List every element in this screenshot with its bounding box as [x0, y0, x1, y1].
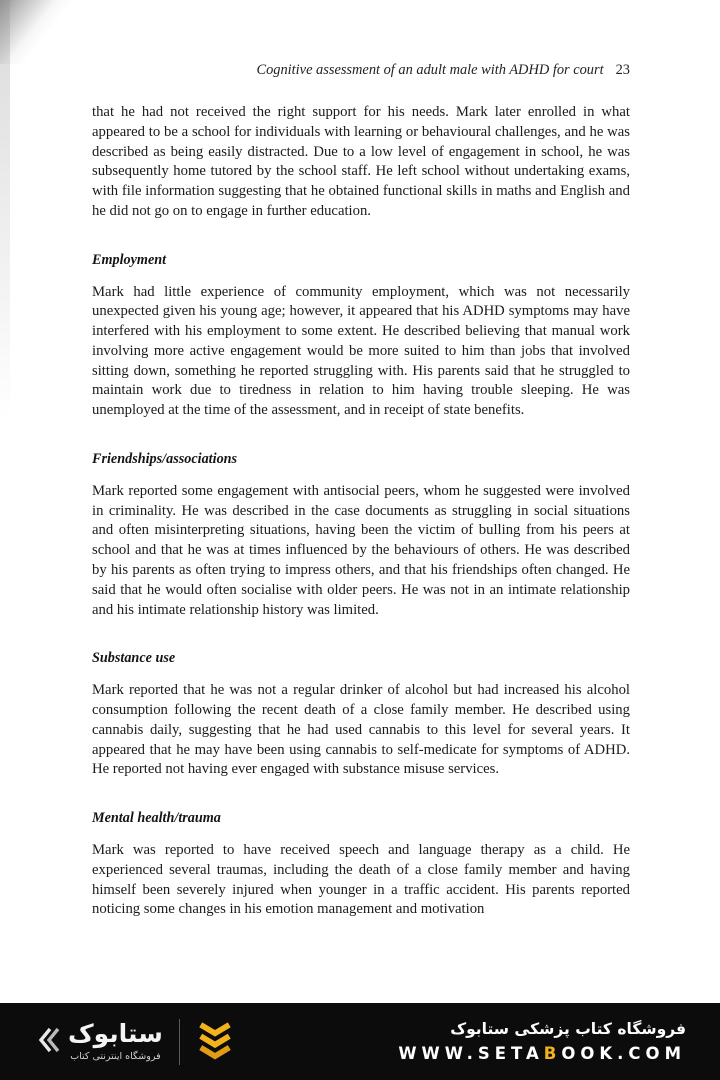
website-prefix: WWW.SETA — [398, 1044, 544, 1063]
logo-text-column — [68, 1018, 163, 1063]
double-chevron-left-icon — [38, 1026, 60, 1058]
paragraph-mental-health: Mark was reported to have received speech and language therapy as a child. He experienced several traumas, including the death of a close family member and having himself been severely injured when younger in a traffic accident. His parents reported noticing some changes in his emotion management and motivation — [92, 842, 630, 918]
section-heading-substance-use: Substance use — [92, 650, 176, 667]
section-heading-friendships: Friendships/associations — [92, 450, 238, 467]
footer-text-group — [398, 1020, 686, 1063]
footer-divider — [179, 1019, 180, 1065]
footer-logo-group — [38, 1018, 234, 1066]
scan-edge-artifact — [0, 0, 10, 420]
store-title: فروشگاه کتاب پزشکی ستابوک — [450, 1020, 686, 1038]
page-number: 23 — [615, 62, 630, 78]
paragraph-intro: that he had not received the right support for his needs. Mark later enrolled in what appeared to be a school for individuals with learning or behavioural challenges, and he was described as being easily distracted. Due to a low level of engagement in school, he was subsequently home tutored by the school staff. He left school without undertaking exams, with file information suggesting that he obtained functional skills in maths and English and he did not go on to engage in further education. — [92, 104, 630, 219]
paragraph-substance-use: Mark reported that he was not a regular drinker of alcohol but had increased his alcohol consumption following the recent death of a close family member. He described using cannabis daily, suggesting that he had used cannabis to this level for several years. It appeared that he may have been using cannabis to self-medicate for symptoms of ADHD. He reported not having ever engaged with substance misuse services. — [92, 682, 630, 778]
paragraph-friendships: Mark reported some engagement with antisocial peers, whom he suggested were involved in criminality. He was described in the case documents as struggling in social situations and often misinterpreting situations, having been the victim of bulling from his peers at school and that he was at times influenced by the behaviours of others. He was described by his parents as often trying to impress others, and that his friendships often changed. He said that he would often socialise with older peers. He was not in an intimate relationship and his intimate relationship history was limited. — [92, 482, 630, 618]
scan-corner-artifact — [0, 0, 78, 64]
website-highlight: B — [543, 1044, 562, 1063]
publisher-footer-bar — [0, 1003, 720, 1080]
section-heading-employment: Employment — [92, 251, 167, 268]
logo-subtitle: فروشگاه اینترنتی کتاب — [70, 1051, 161, 1063]
paragraph-employment: Mark had little experience of community employment, which was not necessarily unexpected given his young age; however, it appeared that his ADHD symptoms may have interfered with his employment to some extent. He described believing that manual work involving more active engagement would be more suited to him than jobs that involved sitting down, something he reported struggling with. His parents said that he struggled to maintain work due to tiredness in relation to him having trouble sleeping. He was unemployed at the time of the assessment, and in receipt of state benefits. — [92, 283, 630, 419]
logo-wordmark: ستابوک — [68, 1018, 163, 1048]
setabook-logo — [38, 1018, 163, 1063]
book-page — [92, 62, 630, 934]
running-head-title: Cognitive assessment of an adult male with ADHD for court — [256, 62, 604, 78]
stacked-chevrons-icon — [196, 1018, 234, 1066]
running-head — [92, 62, 630, 79]
website-suffix: OOK.COM — [561, 1044, 686, 1063]
website-link[interactable] — [398, 1044, 686, 1063]
section-heading-mental-health: Mental health/trauma — [92, 810, 221, 827]
